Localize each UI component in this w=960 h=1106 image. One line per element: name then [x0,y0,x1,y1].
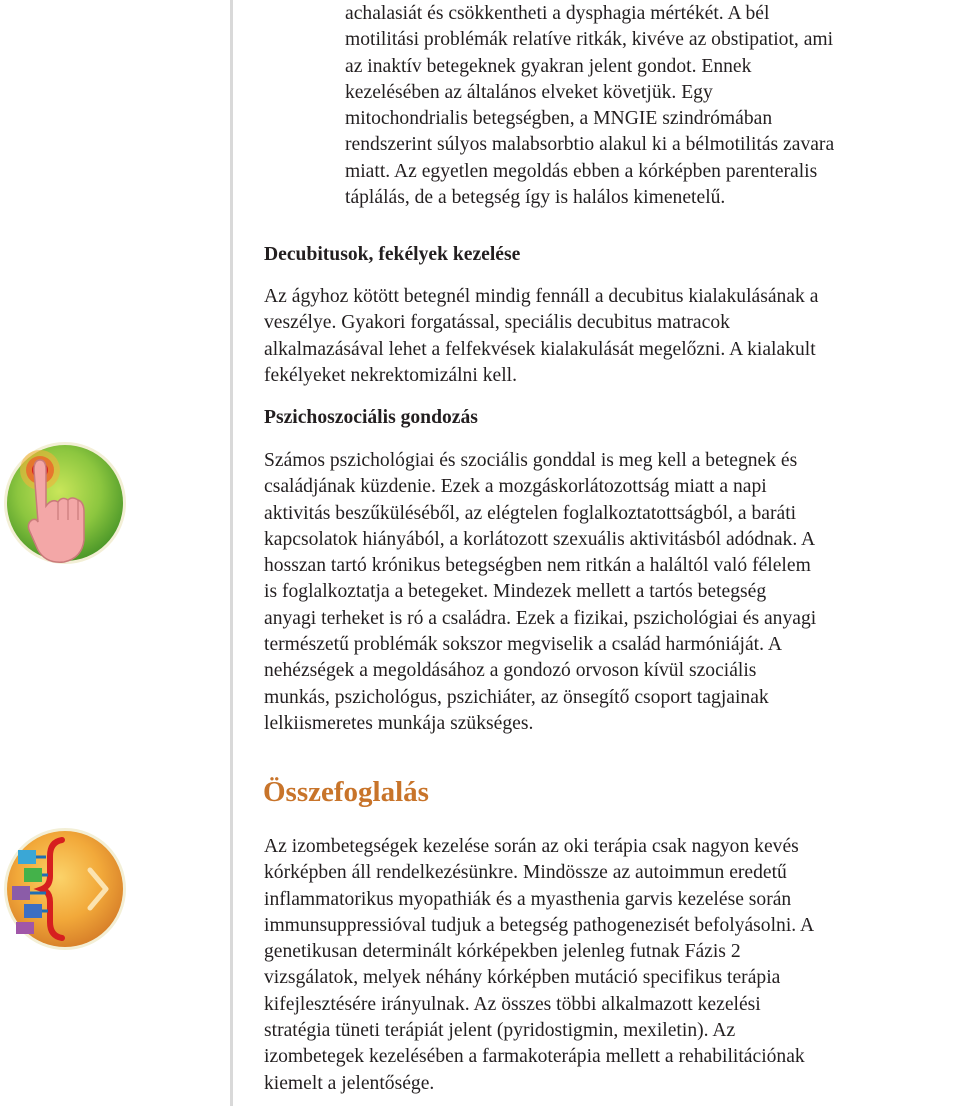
text-line: alkalmazásával lehet a felfekvések kialakulását megelőzni. A kialakult [264,338,816,360]
summary-paragraph [264,834,814,1097]
psycho-heading: Pszichoszociális gondozás [264,407,478,428]
psycho-paragraph [264,448,816,737]
text-line: fekélyeket nekrektomizálni kell. [264,364,517,386]
text-line: hosszan tartó krónikus betegségben nem ritkán a haláltól való félelem [264,555,811,577]
text-line: miatt. Az egyetlen megoldás ebben a kórképben parenteralis [345,160,818,182]
text-line: kiemelt a jelentősége. [264,1072,435,1094]
text-line: kezelésében az általános elveket követjük. Egy [345,81,713,103]
text-line: motilitási problémák relatíve ritkák, kivéve az obstipatiot, ami [345,29,834,51]
text-line: lelkiismeretes munkája szükséges. [264,712,534,734]
touch-hand-icon [2,440,128,566]
intro-paragraph [345,1,834,211]
margin-rule [230,0,233,1106]
text-line: is foglalkoztatja a betegeket. Mindezek mellett a tartós betegség [264,581,767,603]
text-line: kórképben áll rendelkezésünkre. Mindössze az autoimmun eredetű [264,862,787,884]
summary-heading: Összefoglalás [263,776,429,808]
text-line: izombetegek kezelésében a farmakoterápia mellett a rehabilitációnak [264,1046,805,1068]
text-line: Az izombetegségek kezelése során az oki terápia csak nagyon kevés [264,836,799,857]
text-line: kapcsolatok hiányából, a korlátozott szexuális aktivitásból adódnak. A [264,528,816,550]
summary-arrows-icon [2,826,128,952]
text-line: az inaktív betegeknek gyakran jelent gondot. Ennek [345,55,752,77]
text-line: természetű problémák sokszor megviselik a család harmóniáját. A [264,634,782,656]
text-line: immunsuppressióval tudjuk a betegség pathogenezisét befolyásolni. A [264,914,815,936]
text-line: aktivitás beszűküléséből, az elégtelen foglalkoztatottságból, a baráti [264,502,797,524]
text-line: Az ágyhoz kötött betegnél mindig fennáll a decubitus kialakulásának a [264,286,819,307]
text-line: achalasiát és csökkentheti a dysphagia mértékét. A bél [345,3,770,24]
text-line: családjának küzdenie. Ezek a mozgáskorlátozottság miatt a napi [264,476,767,498]
text-line: Számos pszichológiai és szociális gonddal is meg kell a betegnek és [264,450,798,471]
decubitus-heading: Decubitusok, fekélyek kezelése [264,244,521,265]
text-line: nehézségek a megoldásához a gondozó orvoson kívül szociális [264,660,757,682]
text-line: táplálás, de a betegség így is halálos kimenetelű. [345,187,726,209]
text-line: anyagi terheket is ró a családra. Ezek a fizikai, pszichológiai és anyagi [264,607,817,629]
text-line: munkás, pszichológus, pszichiáter, az önsegítő csoport tagjainak [264,686,769,708]
text-line: kifejlesztésére irányulnak. Az összes többi alkalmazott kezelési [264,993,761,1015]
text-line: veszélye. Gyakori forgatással, speciális decubitus matracok [264,312,730,334]
text-line: rendszerint súlyos malabsorbtio alakul ki a bélmotilitás zavara [345,134,835,156]
text-line: mitochondrialis betegségben, a MNGIE szindrómában [345,108,773,130]
text-line: inflammatorikus myopathiák és a myasthenia garvis kezelése során [264,888,792,910]
decubitus-paragraph [264,284,818,389]
text-line: stratégia tüneti terápiát jelent (pyridostigmin, mexiletin). Az [264,1020,736,1042]
text-line: genetikusan determinált kórképekben jelenleg futnak Fázis 2 [264,941,741,963]
text-line: vizsgálatok, melyek néhány kórképben mutáció specifikus terápia [264,967,781,989]
